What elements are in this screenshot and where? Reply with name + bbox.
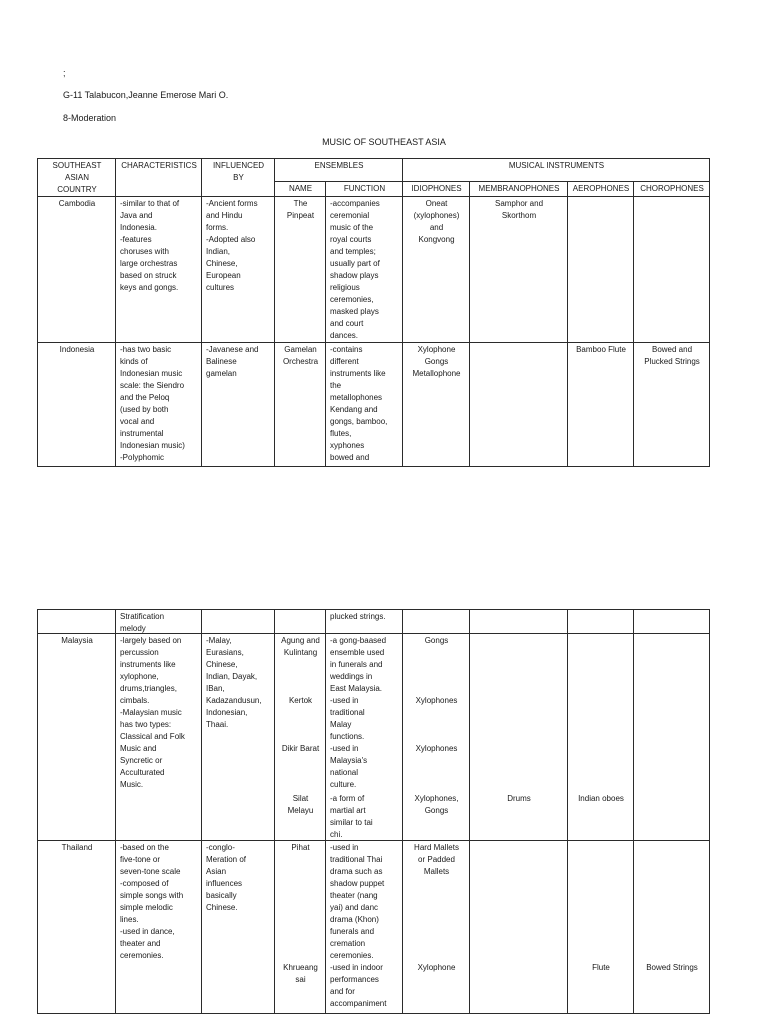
aerophones-text: Indian oboes bbox=[578, 794, 624, 803]
header-country-text: SOUTHEAST ASIAN COUNTRY bbox=[52, 161, 102, 194]
cell-characteristics bbox=[115, 840, 201, 1014]
header-chorophones bbox=[633, 181, 710, 196]
header-ensembles-text: ENSEMBLES bbox=[314, 161, 364, 170]
cell-aerophones bbox=[567, 633, 633, 840]
table-subheader-row bbox=[37, 181, 710, 196]
influenced-text: -Malay, Eurasians, Chinese, Indian, Dayak, IBan, Kadazandusun, Indonesian, Thaai. bbox=[206, 636, 262, 729]
cell-membranophones-stack bbox=[474, 611, 564, 633]
header-aerophones bbox=[567, 181, 633, 196]
cell-chorophones bbox=[633, 196, 710, 342]
header-idiophones-text: IDIOPHONES bbox=[411, 184, 462, 193]
header-instruments-text: MUSICAL INSTRUMENTS bbox=[508, 161, 605, 170]
cell-aerophones-stack bbox=[572, 611, 630, 633]
cell-chorophones bbox=[633, 633, 710, 840]
cell-membranophones bbox=[469, 633, 567, 840]
aerophones-text: Flute bbox=[592, 963, 610, 972]
function-text: -used in traditional Thai drama such as shadow puppet theater (nang yai) and danc drama (Khon) funerals and cremation ceremonies. bbox=[330, 843, 385, 960]
cell-chorophones bbox=[633, 840, 710, 1014]
cell-function-stack bbox=[330, 198, 399, 342]
idiophones-text: Xylophone Gongs Metallophone bbox=[412, 345, 461, 378]
cell-function bbox=[325, 633, 402, 840]
cell-chorophones-stack bbox=[638, 344, 706, 466]
name-text: The Pinpeat bbox=[286, 199, 315, 220]
cell-influenced bbox=[201, 196, 274, 342]
membranophones-text: Drums bbox=[507, 794, 531, 803]
cell-characteristics bbox=[115, 633, 201, 840]
cell-membranophones bbox=[469, 840, 567, 1014]
cell-aerophones-stack bbox=[572, 344, 630, 466]
cell-name-stack bbox=[279, 635, 322, 840]
header-characteristics-text: CHARACTERISTICS bbox=[121, 161, 197, 170]
cell-membranophones bbox=[469, 196, 567, 342]
table-row bbox=[37, 609, 710, 633]
cell-membranophones-stack bbox=[474, 842, 564, 1013]
cell-country bbox=[37, 609, 115, 633]
cell-name bbox=[274, 342, 325, 467]
header-name-text: NAME bbox=[288, 184, 313, 193]
country-text: Cambodia bbox=[58, 199, 96, 208]
function-text: -used in traditional Malay functions. bbox=[330, 696, 365, 741]
function-text: -used in indoor performances and for accompaniment bbox=[330, 963, 387, 1008]
influenced-text: -Ancient forms and Hindu forms. -Adopted also Indian, Chinese, European cultures bbox=[206, 199, 258, 292]
cell-aerophones bbox=[567, 840, 633, 1014]
cell-name bbox=[274, 609, 325, 633]
cell-aerophones bbox=[567, 196, 633, 342]
function-text: -a gong-baased ensemble used in funerals and weddings in East Malaysia. bbox=[330, 636, 387, 693]
cell-idiophones bbox=[402, 342, 469, 467]
idiophones-text: Gongs bbox=[424, 636, 449, 645]
cell-idiophones-stack bbox=[407, 198, 466, 342]
cell-idiophones bbox=[402, 840, 469, 1014]
idiophones-text: Oneat (xylophones) and Kongvong bbox=[413, 199, 460, 244]
cell-function-stack bbox=[330, 611, 399, 633]
page-title: MUSIC OF SOUTHEAST ASIA bbox=[322, 137, 446, 147]
cell-idiophones-stack bbox=[407, 635, 466, 840]
chorophones-text: Bowed Strings bbox=[646, 963, 698, 972]
idiophones-text: Xylophone bbox=[417, 963, 456, 972]
cell-aerophones-stack bbox=[572, 842, 630, 1013]
name-text: Pihat bbox=[291, 843, 310, 852]
table-row bbox=[37, 342, 710, 467]
header-semicolon: ; bbox=[63, 68, 66, 78]
cell-membranophones-stack bbox=[474, 344, 564, 466]
cell-name bbox=[274, 196, 325, 342]
cell-function bbox=[325, 840, 402, 1014]
characteristics-text: -has two basic kinds of Indonesian music scale: the Siendro and the Peloq (used by both vocal and instrumental Indonesian music) -Polyphomic bbox=[120, 345, 185, 462]
name-text: Kertok bbox=[288, 696, 313, 705]
cell-chorophones bbox=[633, 609, 710, 633]
section-label: 8-Moderation bbox=[63, 113, 117, 123]
function-text: -a form of martial art similar to tai chi. bbox=[330, 794, 373, 839]
cell-influenced bbox=[201, 342, 274, 467]
header-function-text: FUNCTION bbox=[343, 184, 386, 193]
aerophones-text: Bamboo Flute bbox=[576, 345, 626, 354]
membranophones-text: Samphor and Skorthom bbox=[494, 199, 544, 220]
characteristics-text: -similar to that of Java and Indonesia. -features choruses with large orchestras based on struck keys and gongs. bbox=[120, 199, 180, 292]
cell-idiophones bbox=[402, 633, 469, 840]
function-text: -contains different instruments like the metallophones Kendang and gongs, bamboo, flutes, xyphones bowed and bbox=[330, 345, 388, 462]
student-name: G-11 Talabucon,Jeanne Emerose Mari O. bbox=[63, 90, 229, 100]
cell-influenced bbox=[201, 609, 274, 633]
characteristics-text: Stratification melody bbox=[120, 612, 165, 633]
influenced-text: -Javanese and Balinese gamelan bbox=[206, 345, 259, 378]
cell-function bbox=[325, 609, 402, 633]
cell-idiophones bbox=[402, 609, 469, 633]
cell-idiophones bbox=[402, 196, 469, 342]
cell-function bbox=[325, 196, 402, 342]
header-idiophones bbox=[402, 181, 469, 196]
header-chorophones-text: CHOROPHONES bbox=[640, 184, 704, 193]
idiophones-text: Xylophones bbox=[415, 696, 458, 705]
idiophones-text: Hard Mallets or Padded Mallets bbox=[414, 843, 459, 876]
name-text: Dikir Barat bbox=[281, 744, 320, 753]
cell-chorophones bbox=[633, 342, 710, 467]
function-text: -accompanies ceremonial music of the royal courts and temples; usually part of shadow plays religious ceremonies, masked plays and court dances. bbox=[330, 199, 380, 340]
cell-influenced bbox=[201, 840, 274, 1014]
cell-function-stack bbox=[330, 842, 399, 1013]
cell-function-stack bbox=[330, 635, 399, 840]
cell-influenced bbox=[201, 633, 274, 840]
cell-membranophones-stack bbox=[474, 198, 564, 342]
cell-membranophones bbox=[469, 342, 567, 467]
idiophones-text: Xylophones bbox=[415, 744, 458, 753]
cell-country bbox=[37, 196, 115, 342]
name-text: Agung and Kulintang bbox=[281, 636, 320, 657]
cell-function bbox=[325, 342, 402, 467]
cell-name-stack bbox=[279, 611, 322, 633]
characteristics-text: -largely based on percussion instruments like xylophone, drums,triangles, cimbals. -Malaysian music has two types: Classical and Folk Music and Syncretic or Acculturated Music. bbox=[120, 636, 185, 789]
cell-characteristics bbox=[115, 342, 201, 467]
cell-name-stack bbox=[279, 344, 322, 466]
cell-membranophones-stack bbox=[474, 635, 564, 840]
cell-aerophones bbox=[567, 342, 633, 467]
table-row bbox=[37, 633, 710, 840]
cell-country bbox=[37, 633, 115, 840]
table-row bbox=[37, 196, 710, 342]
header-function bbox=[325, 181, 402, 196]
cell-chorophones-stack bbox=[638, 611, 706, 633]
header-ensembles bbox=[274, 158, 402, 181]
name-text: Khrueang sai bbox=[283, 963, 318, 984]
cell-idiophones-stack bbox=[407, 611, 466, 633]
function-text: plucked strings. bbox=[330, 612, 386, 621]
cell-name bbox=[274, 840, 325, 1014]
cell-chorophones-stack bbox=[638, 842, 706, 1013]
cell-chorophones-stack bbox=[638, 198, 706, 342]
header-membranophones bbox=[469, 181, 567, 196]
name-text: Silat Melayu bbox=[287, 794, 314, 815]
cell-idiophones-stack bbox=[407, 344, 466, 466]
cell-characteristics bbox=[115, 609, 201, 633]
header-name bbox=[274, 181, 325, 196]
cell-aerophones-stack bbox=[572, 635, 630, 840]
header-instruments bbox=[402, 158, 710, 181]
characteristics-text: -based on the five-tone or seven-tone scale -composed of simple songs with simple melodic lines. -used in dance, theater and ceremonies. bbox=[120, 843, 184, 960]
cell-name-stack bbox=[279, 842, 322, 1013]
cell-characteristics bbox=[115, 196, 201, 342]
header-membranophones-text: MEMBRANOPHONES bbox=[478, 184, 560, 193]
chorophones-text: Bowed and Plucked Strings bbox=[644, 345, 700, 366]
cell-name bbox=[274, 633, 325, 840]
cell-country bbox=[37, 840, 115, 1014]
function-text: -used in Malaysia's national culture. bbox=[330, 744, 368, 789]
country-text: Indonesia bbox=[59, 345, 95, 354]
name-text: Gamelan Orchestra bbox=[282, 345, 319, 366]
cell-idiophones-stack bbox=[407, 842, 466, 1013]
cell-aerophones bbox=[567, 609, 633, 633]
cell-name-stack bbox=[279, 198, 322, 342]
idiophones-text: Xylophones, Gongs bbox=[414, 794, 459, 815]
header-influenced-text: INFLUENCED BY bbox=[212, 161, 265, 182]
cell-chorophones-stack bbox=[638, 635, 706, 840]
table-row bbox=[37, 840, 710, 1014]
cell-aerophones-stack bbox=[572, 198, 630, 342]
header-aerophones-text: AEROPHONES bbox=[572, 184, 630, 193]
country-text: Thailand bbox=[61, 843, 93, 852]
cell-membranophones bbox=[469, 609, 567, 633]
influenced-text: -conglo- Meration of Asian influences basically Chinese. bbox=[206, 843, 247, 912]
cell-function-stack bbox=[330, 344, 399, 466]
country-text: Malaysia bbox=[61, 636, 93, 645]
cell-country bbox=[37, 342, 115, 467]
